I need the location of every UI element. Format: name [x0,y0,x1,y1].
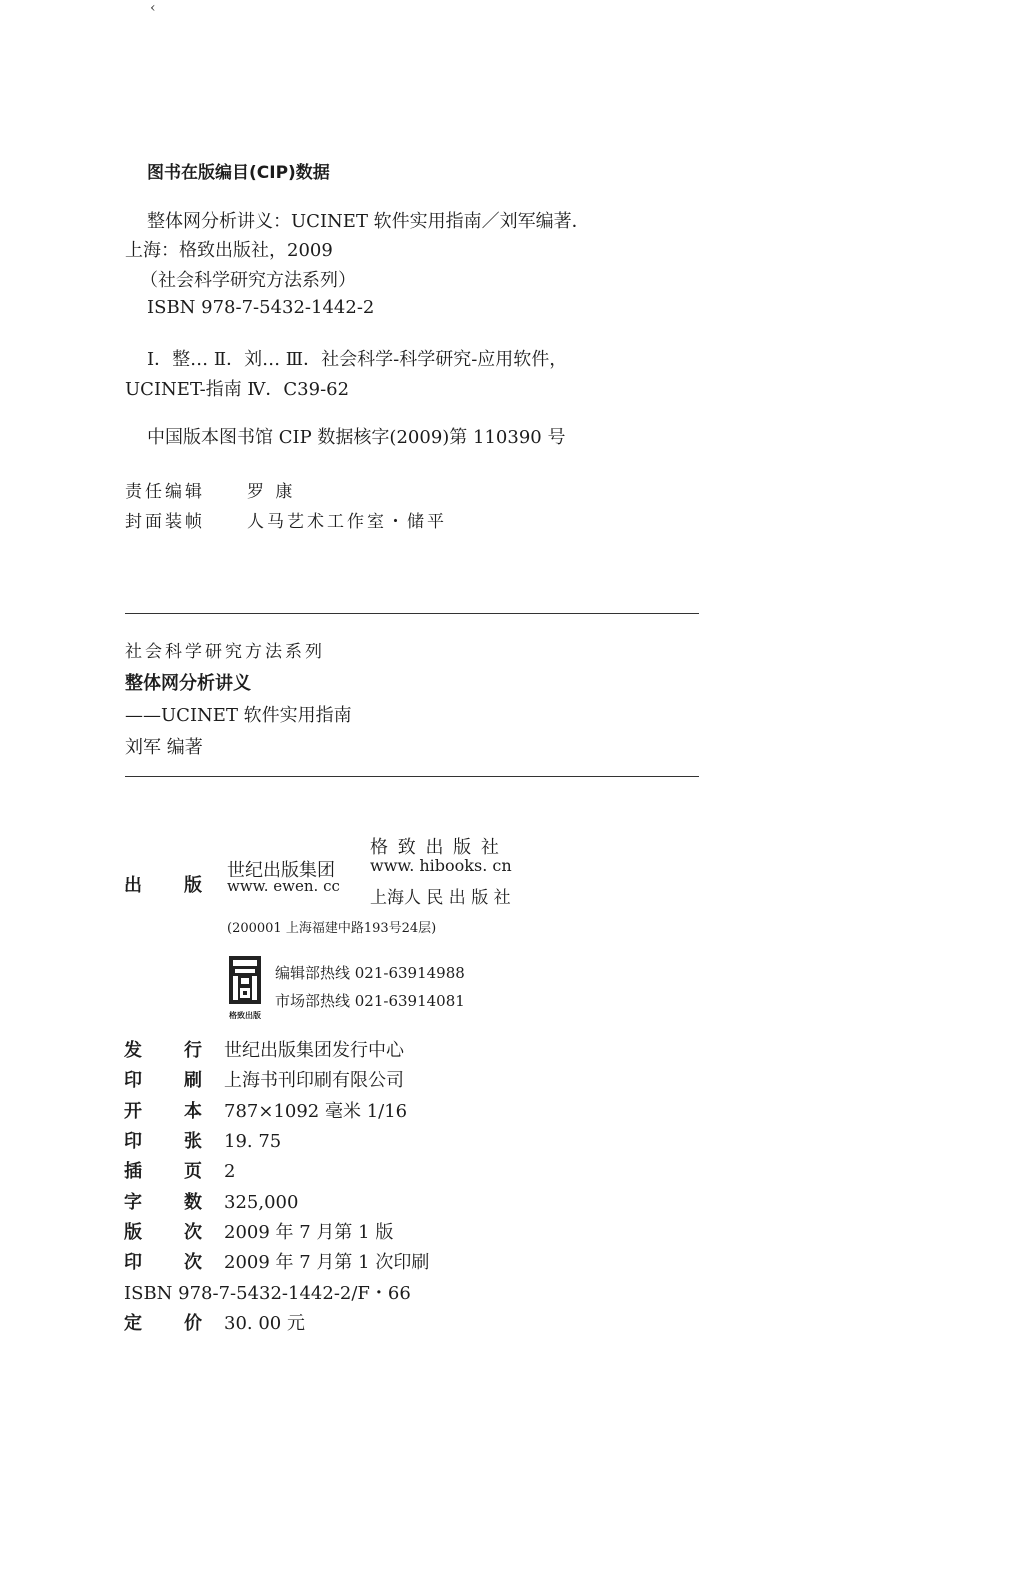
hotline-market: 市场部热线 021-63914081 [275,992,465,1010]
corner-mark: ‹ [150,0,156,16]
spec-label-1: 印 [124,1131,142,1152]
isbn-full: ISBN 978-7-5432-1442-2/F・66 [124,1283,411,1304]
spec-row-price [124,1309,305,1335]
press-name: 格 致 出 版 社 [370,837,501,858]
spec-label-2: 刷 [184,1070,202,1091]
spec-value: 世纪出版集团发行中心 [224,1040,404,1061]
cip-line-4: ISBN 978-7-5432-1442-2 [147,297,375,318]
spec-row-sheets [124,1127,281,1153]
cip-line-5: Ⅰ．整… Ⅱ．刘… Ⅲ．社会科学-科学研究-应用软件， [147,349,568,370]
spec-row-wordcount [124,1188,298,1214]
spec-label-2: 张 [184,1131,202,1152]
spec-label-1: 印 [124,1252,142,1273]
spec-value: 2009 年 7 月第 1 版 [224,1222,394,1243]
spec-value: 787×1092 毫米 1/16 [224,1101,408,1122]
book-subtitle: ——UCINET 软件实用指南 [125,705,352,726]
price-label-1: 定 [124,1313,142,1334]
spec-label-2: 页 [184,1161,202,1182]
spec-value: 325,000 [224,1192,299,1213]
press-url: www. hibooks. cn [370,856,512,875]
spec-value: 2009 年 7 月第 1 次印刷 [224,1252,430,1273]
spec-row-impression [124,1248,429,1274]
spec-label-1: 印 [124,1070,142,1091]
price-label-2: 价 [184,1313,202,1334]
cip-line-6: UCINET-指南 Ⅳ．C39-62 [125,379,350,400]
press-co: 上海人 民 出 版 社 [370,888,511,908]
cip-line-7: 中国版本图书馆 CIP 数据核字(2009)第 110390 号 [147,427,566,448]
spec-value: 19. 75 [224,1131,282,1152]
cip-line-2: 上海：格致出版社，2009 [125,240,333,261]
cip-line-1: 整体网分析讲义：UCINET 软件实用指南／刘军编著． [147,211,590,232]
spec-row-inserts [124,1157,235,1183]
credit-value-editor: 罗 康 [247,482,296,502]
book-title: 整体网分析讲义 [125,673,251,694]
spec-label-1: 开 [124,1101,142,1122]
bottom-rule [125,776,699,777]
series-name: 社会科学研究方法系列 [125,642,325,662]
cip-line-3: （社会科学研究方法系列） [140,270,356,291]
spec-row-format [124,1097,407,1123]
publish-label-2: 版 [184,875,202,896]
spec-label-2: 次 [184,1252,202,1273]
publisher-logo-icon [227,954,263,1006]
spec-label-2: 数 [184,1192,202,1213]
publish-label-1: 出 [124,875,142,896]
credit-label-editor: 责任编辑 [125,482,205,502]
spec-label-1: 版 [124,1222,142,1243]
group-name: 世纪出版集团 [227,860,335,881]
credit-value-cover: 人马艺术工作室・储平 [247,512,447,532]
cip-heading: 图书在版编目(CIP)数据 [147,163,330,183]
spec-label-1: 字 [124,1192,142,1213]
credit-label-cover: 封面装帧 [125,512,205,532]
logo-caption: 格致出版 [229,1011,261,1020]
spec-row-printing [124,1066,404,1092]
publish-label [124,871,202,897]
publisher-address: (200001 上海福建中路193号24层) [227,921,437,936]
publisher-logo [227,954,263,1020]
spec-label-2: 次 [184,1222,202,1243]
spec-value: 上海书刊印刷有限公司 [224,1070,404,1091]
price-value: 30. 00 元 [224,1313,305,1334]
spec-row-distribution [124,1036,404,1062]
group-url: www. ewen. cc [227,877,340,895]
spec-row-edition [124,1218,393,1244]
book-author: 刘军 编著 [125,737,203,758]
spec-label-2: 行 [184,1040,202,1061]
spec-label-1: 发 [124,1040,142,1061]
spec-label-1: 插 [124,1161,142,1182]
hotline-editorial: 编辑部热线 021-63914988 [275,964,465,982]
spec-label-2: 本 [184,1101,202,1122]
top-rule [125,613,699,614]
spec-value: 2 [224,1161,236,1182]
